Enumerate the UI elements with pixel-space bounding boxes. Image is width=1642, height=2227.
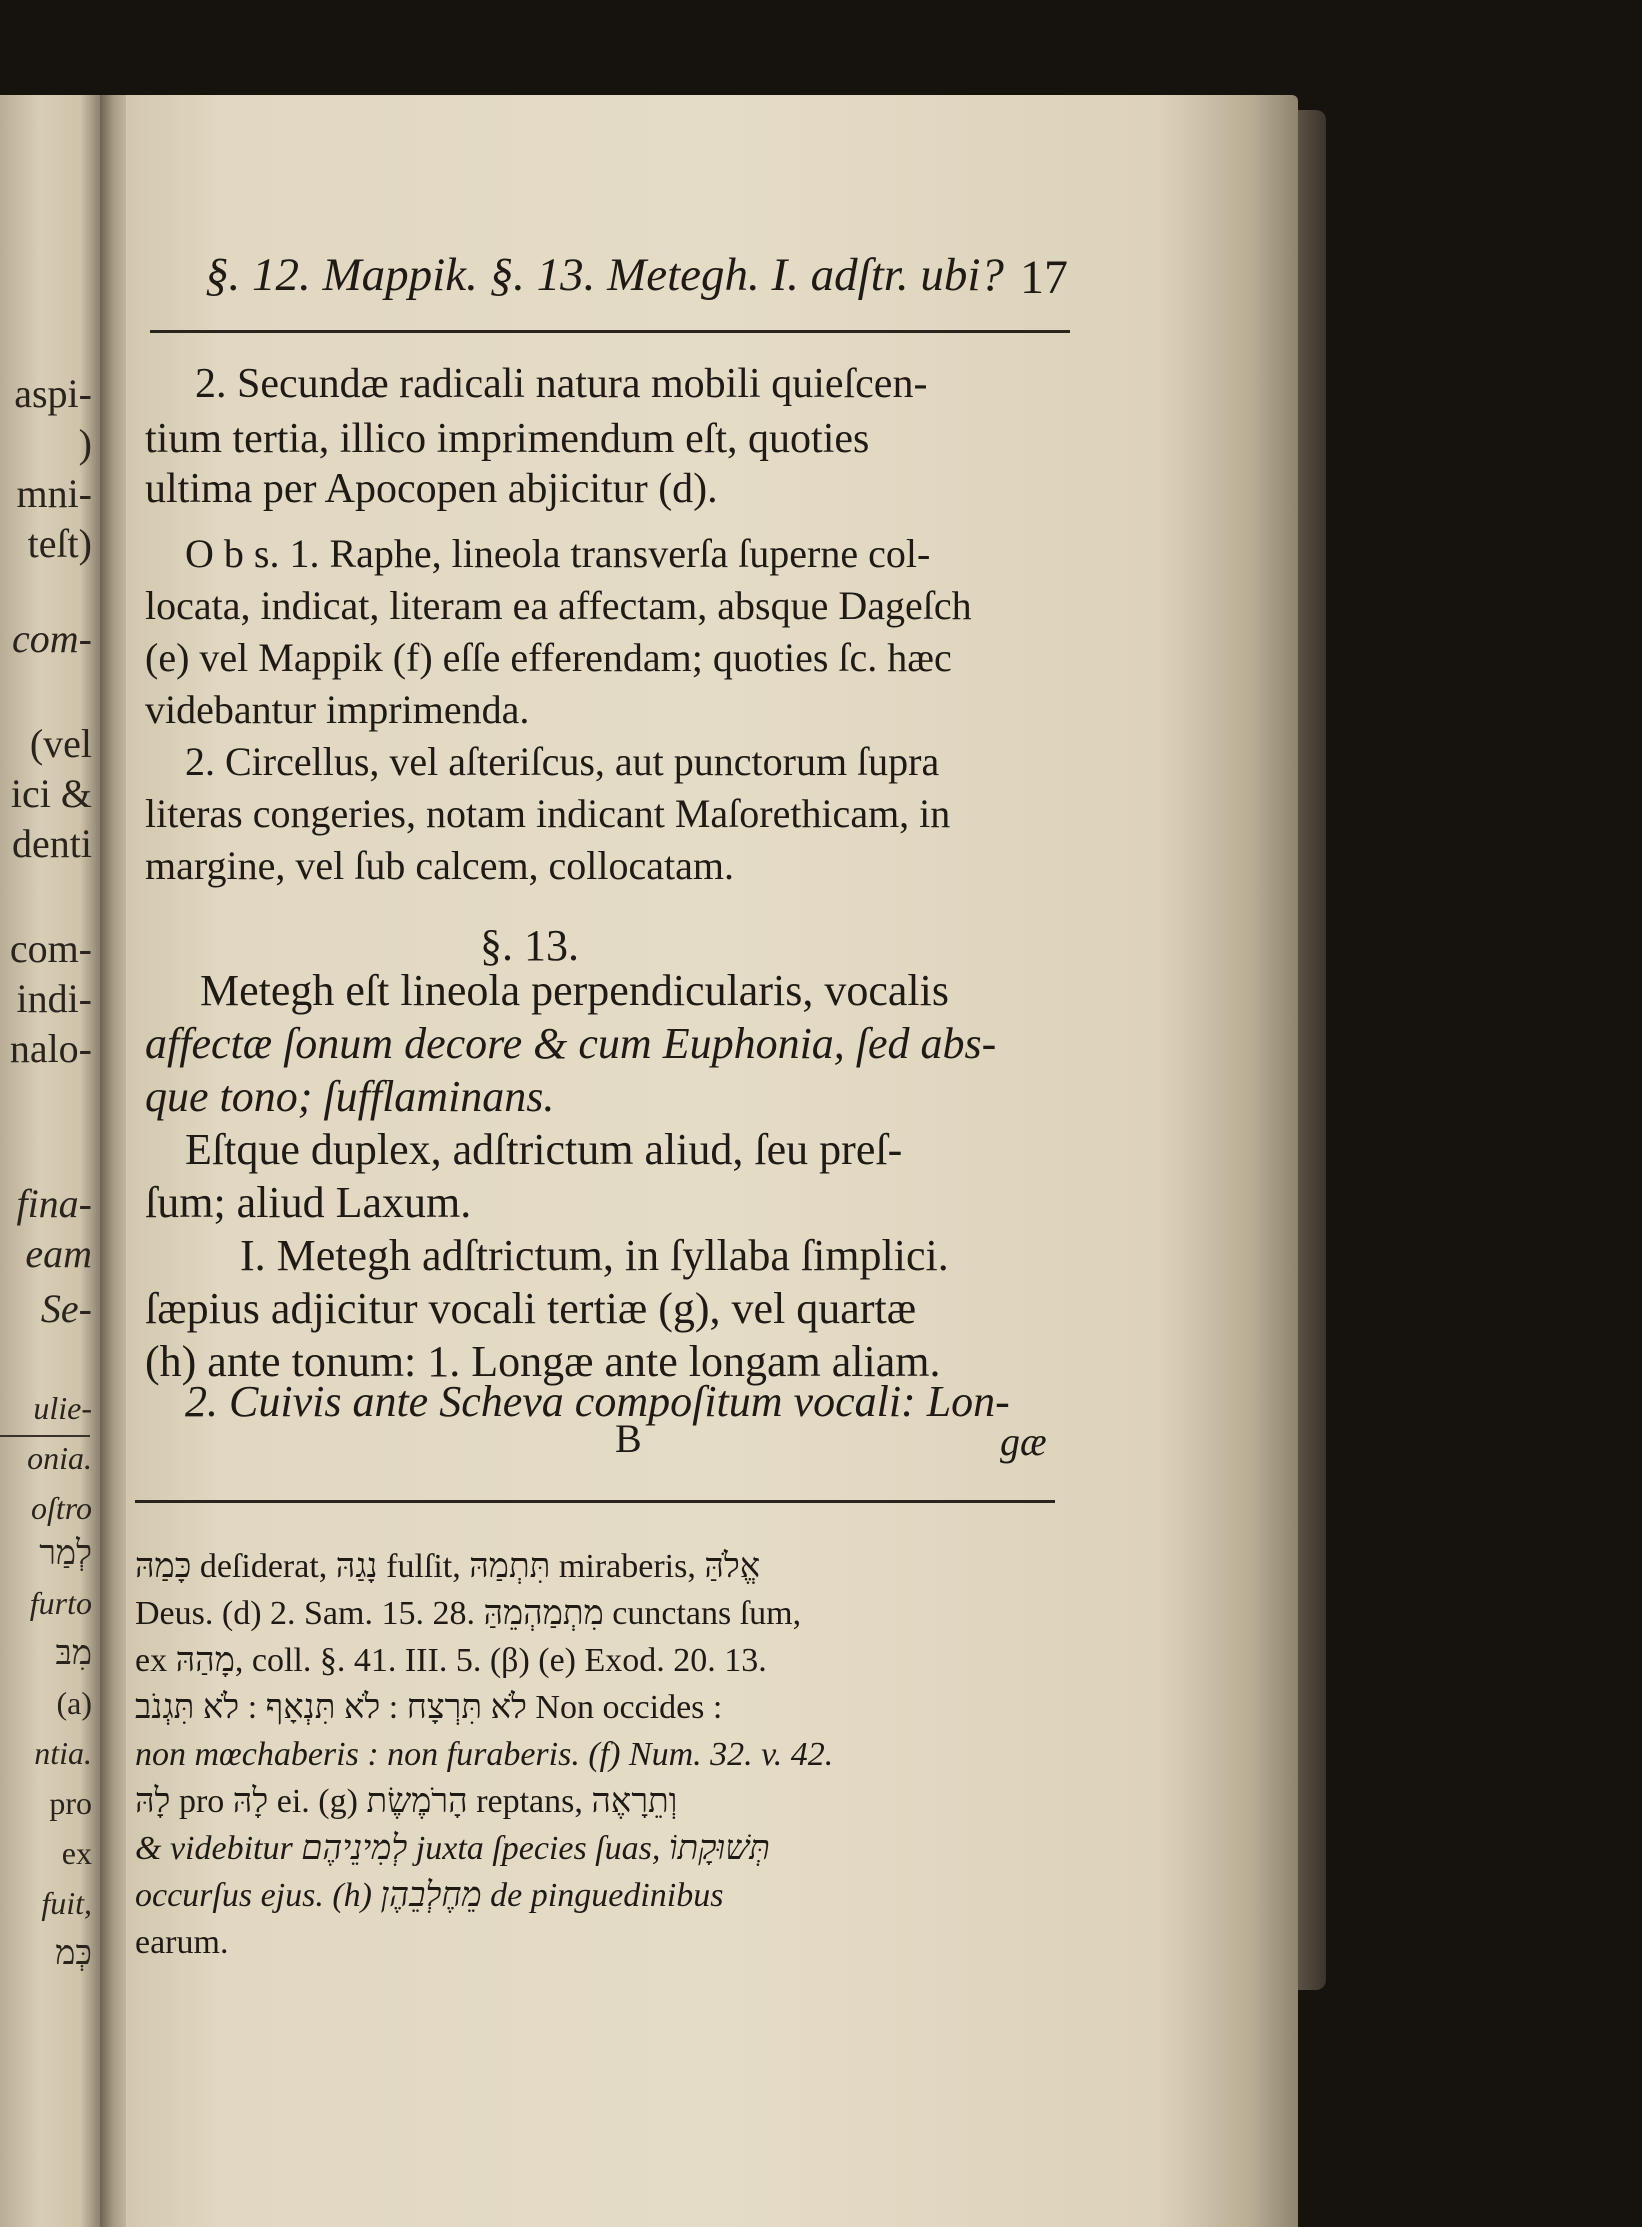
footnote-line: occurſus ejus. (h) מֵחֶלְבֵהֶן de pinguedinibus bbox=[135, 1877, 724, 1914]
left-margin-line: onia. bbox=[27, 1440, 92, 1476]
left-margin-line: pro bbox=[49, 1785, 92, 1821]
body-line: tium tertia, illico imprimendum eſt, quoties bbox=[145, 416, 870, 462]
body-line: (h) ante tonum: 1. Longæ ante longam aliam. bbox=[145, 1337, 941, 1386]
body-line: ſæpius adjicitur vocali tertiæ (g), vel quartæ bbox=[145, 1284, 917, 1333]
left-margin-line: ulie- bbox=[33, 1390, 92, 1426]
body-line: Metegh eſt lineola perpendicularis, vocalis bbox=[200, 966, 949, 1015]
body-line: locata, indicat, literam ea affectam, absque Dageſch bbox=[145, 583, 972, 628]
body-line: 2. Cuivis ante Scheva compoſitum vocali: Lon- bbox=[185, 1377, 1010, 1426]
footnote-line: לֹא תִּרְצָח : לֹא תִּנְאָף : לֹא תִּגְנֹב Non occides : bbox=[135, 1689, 723, 1726]
body-line: que tono; ſufflaminans. bbox=[145, 1072, 555, 1121]
left-margin-line: denti bbox=[12, 821, 92, 866]
left-margin-line: indi- bbox=[16, 976, 92, 1021]
body-line: ſum; aliud Laxum. bbox=[145, 1178, 472, 1227]
running-title: §. 12. Mappik. §. 13. Metegh. I. adſtr. ubi? bbox=[205, 249, 1004, 301]
body-line: I. Metegh adſtrictum, in ſyllaba ſimplici. bbox=[240, 1231, 949, 1280]
left-margin-line: לְמַר bbox=[39, 1535, 92, 1572]
page-number: 17 bbox=[1020, 251, 1068, 304]
left-margin-line: com- bbox=[9, 926, 92, 971]
body-line: affectæ ſonum decore & cum Euphonia, ſed abs- bbox=[145, 1019, 997, 1068]
left-margin-line: fina- bbox=[16, 1181, 92, 1226]
signature-mark: B bbox=[615, 1416, 642, 1461]
left-margin-line: eam bbox=[25, 1231, 92, 1276]
left-margin-line: ) bbox=[78, 421, 92, 466]
left-margin-line: מִבּ bbox=[55, 1635, 92, 1672]
left-margin-line: mni- bbox=[16, 471, 92, 516]
footnote-line: כָּמַהּ deſiderat, נָגַהּ fulſit, תִּתְמַהּ miraberis, אֱלֹהַּ bbox=[135, 1548, 761, 1585]
footnote-line: ex מָהַהּ, coll. §. 41. III. 5. (β) (e) Exod. 20. 13. bbox=[135, 1642, 767, 1679]
left-margin-line: כְּמ bbox=[55, 1935, 92, 1972]
left-margin-line: aspi- bbox=[14, 371, 92, 416]
body-line: ultima per Apocopen abjicitur (d). bbox=[145, 466, 718, 512]
body-line: 2. Circellus, vel aſteriſcus, aut punctorum ſupra bbox=[185, 739, 940, 784]
left-margin-line: ex bbox=[61, 1835, 92, 1871]
footnote-line: & videbitur לְמִינֵיהֶם juxta ſpecies ſuas, תְּשׁוּקָתוֹ bbox=[135, 1830, 770, 1867]
left-margin-line: oſtro bbox=[30, 1490, 92, 1526]
footnote-line: לָהּ pro לָהּ ei. (g) הָרֹמֶשֶׂת reptans, וְתֵרָאֶה bbox=[135, 1783, 678, 1820]
body-line: O b s. 1. Raphe, lineola transverſa ſuperne col- bbox=[185, 531, 931, 576]
facing-page-left bbox=[0, 95, 100, 2227]
body-line: 2. Secundæ radicali natura mobili quieſcen- bbox=[195, 361, 928, 407]
footnote-line: Deus. (d) 2. Sam. 15. 28. מִתְמַהְמֵהַּ cunctans ſum, bbox=[135, 1595, 802, 1632]
left-margin-line: com- bbox=[12, 616, 92, 661]
left-margin-line: teſt) bbox=[27, 521, 92, 566]
body-line: (e) vel Mappik (f) eſſe efferendam; quoties ſc. hæc bbox=[145, 635, 952, 680]
left-margin-line: Se- bbox=[40, 1286, 92, 1331]
left-margin-line: furto bbox=[29, 1585, 92, 1621]
left-margin-line: fuit, bbox=[41, 1885, 92, 1921]
left-margin-line: ici & bbox=[10, 771, 92, 816]
body-line: videbantur imprimenda. bbox=[145, 687, 530, 732]
book-edge bbox=[1298, 110, 1326, 1990]
left-margin-line: (vel bbox=[29, 721, 92, 766]
body-line: literas congeries, notam indicant Maſorethicam, in bbox=[145, 791, 951, 836]
left-margin-line: (a) bbox=[56, 1685, 92, 1721]
header-rule bbox=[150, 330, 1070, 333]
catchword: gæ bbox=[1000, 1419, 1047, 1464]
left-margin-line: nalo- bbox=[9, 1026, 92, 1071]
body-line: Eſtque duplex, adſtrictum aliud, ſeu preſ- bbox=[185, 1125, 903, 1174]
footnote-line: earum. bbox=[135, 1924, 229, 1961]
footnote-line: non mœchaberis : non furaberis. (f) Num. 32. v. 42. bbox=[135, 1736, 834, 1773]
footnote-rule bbox=[135, 1500, 1055, 1503]
section-heading: §. 13. bbox=[480, 921, 579, 970]
body-line: margine, vel ſub calcem, collocatam. bbox=[145, 843, 735, 888]
left-footnote-rule bbox=[0, 1435, 90, 1437]
left-margin-line: ntia. bbox=[34, 1735, 92, 1771]
